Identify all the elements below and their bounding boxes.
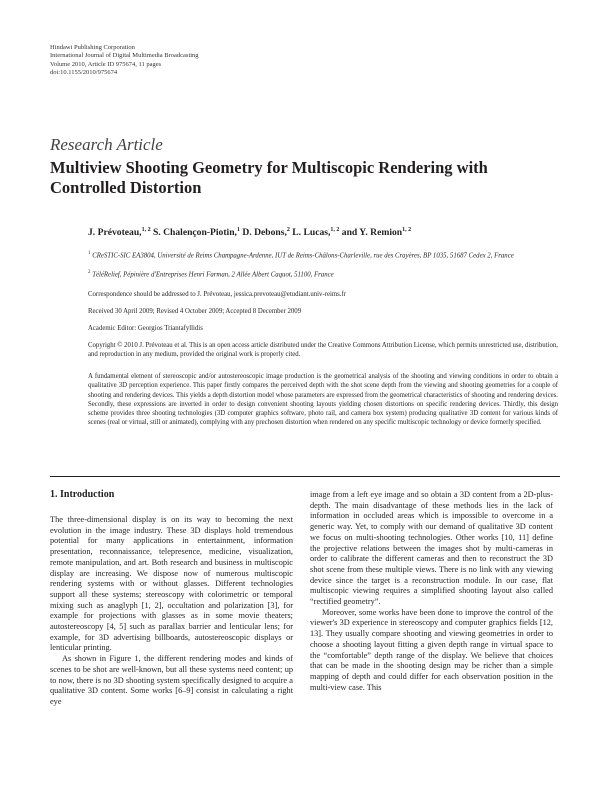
received-dates: Received 30 April 2009; Revised 4 October 2009; Accepted 8 December 2009: [88, 308, 302, 315]
journal-header: [50, 44, 199, 78]
paragraph: image from a left eye image and so obtain a 3D content from a 2D-plus-depth. The main disadvantage of these methods lies in the lack of information in occluded areas which is impossible to overcome in a generic way. Yet, to comply with our demand of qualitative 3D content we focus on multi-shooting technologies. Other works [10, 11] define the projective relations between the images shot by multi-cameras in order to calibrate the different cameras and then to reconstruct the 3D shot scene from these multiple views. There is no link with any viewing device since the target is a reconstruction module. In our case, flat multiscopic viewing requires a simplified shooting layout also called “rectified geometry”.: [310, 490, 553, 607]
academic-editor: Academic Editor: Georgios Triantafyllidis: [88, 325, 203, 332]
author-list: [88, 227, 411, 238]
author-affil-mark: 2: [286, 227, 290, 233]
right-column: [310, 490, 553, 693]
author: J. Prévoteau,: [88, 227, 142, 239]
correspondence: Correspondence should be addressed to J. Prévoteau, jessica.prevoteau@etudiant.univ-reims.fr: [88, 291, 347, 298]
paper-title: Multiview Shooting Geometry for Multiscopic Rendering with Controlled Distortion: [50, 158, 488, 197]
author: D. Debons,: [242, 227, 287, 239]
affiliation-text: CReSTIC-SIC EA3804, Université de Reims Champagne-Ardenne, IUT de Reims-Châlons-Charleville, rue des Crayères, BP 1035, 51687 Cedex 2, France: [90, 252, 514, 260]
journal-name: International Journal of Digital Multimedia Broadcasting: [50, 52, 199, 60]
section-heading: 1. Introduction: [50, 489, 115, 500]
author-affil-mark: 1, 2: [141, 227, 151, 233]
paragraph: As shown in Figure 1, the different rendering modes and kinds of scenes to be shot are well-known, but all these systems need content; up to now, there is no 3D shooting system specifically designed to acquire a qualitative 3D content. Some works [6–9] consist in calculating a right eye: [50, 654, 293, 706]
section-divider: [50, 476, 560, 477]
affiliation-2: [88, 268, 558, 279]
publisher: Hindawi Publishing Corporation: [50, 44, 135, 51]
author-affil-mark: 1, 2: [330, 227, 340, 233]
author-affil-mark: 1, 2: [402, 227, 412, 233]
author: and Y. Remion: [341, 227, 403, 239]
copyright-notice: Copyright © 2010 J. Prévoteau et al. This is an open access article distributed under the Creative Commons Attribution License, which permits unrestricted use, distribution, and reproduction in any medium, provided the original work is properly cited.: [88, 342, 558, 359]
affiliation-text: TéléRelief, Pépinière d'Entreprises Henri Farman, 2 Allée Albert Caquot, 51100, France: [90, 271, 334, 279]
affiliation-1: [88, 249, 558, 260]
paragraph: Moreover, some works have been done to improve the control of the viewer's 3D experience in stereoscopy and computer graphics fields [12, 13]. They usually compare shooting and viewing geometries in order to choose a shooting layout fitting a given depth range in virtual space to the “comfortable” depth range of the display. We believe that choices that can be made in the shooting design may be richer than a simple mapping of depth and could differ for each observation position in the multi-view case. This: [310, 607, 553, 692]
affiliation-mark: 1: [88, 251, 91, 256]
paragraph: The three-dimensional display is on its way to becoming the next evolution in the image industry. These 3D displays hold tremendous potential for many applications in entertainment, information presentation, reconnaissance, telepresence, medicine, visualization, remote manipulation, and art. Both research and business in multiscopic display are increasing. We dispose now of numerous multiscopic rendering systems with or without glasses. Different technologies support all these systems; stereoscopy with colorimetric or temporal mixing such as anaglyph [1, 2], occultation and polarization [3], for example for projections with glasses as in some movie theaters; autostereoscopy [4, 5] such as parallax barrier and lenticular lens; for example, for 3D advertising billboards, autostereoscopic displays or lenticular printing.: [50, 515, 293, 653]
affiliation-mark: 2: [88, 270, 91, 275]
volume-info: Volume 2010, Article ID 975674, 11 pages: [50, 60, 162, 68]
author: S. Chalençon-Piotin,: [152, 227, 237, 239]
article-type: Research Article: [50, 135, 163, 154]
doi: doi:10.1155/2010/975674: [50, 69, 118, 77]
author: L. Lucas,: [292, 227, 331, 239]
left-column: [50, 515, 293, 708]
abstract: A fundamental element of stereoscopic and/or autostereoscopic image production is the geometrical analysis of the shooting and viewing conditions in order to obtain a qualitative 3D perception experience. This paper firstly compares the perceived depth with the shot scene depth from the viewing and shooting geometries for a couple of shooting and rendering devices. This yields a depth distortion model whose parameters are expressed from the geometrical characteristics of shooting and rendering devices. Secondly, these expressions are inverted in order to design convenient shooting layouts yielding chosen distortions on specific rendering devices. Thirdly, this design scheme provides three shooting technologies (3D computer graphics software, photo rail, and camera box system) producing qualitative 3D content for various kinds of scenes (real or virtual, still or animated), complying with any prechosen distortion when rendered on any specific multiscopic technology or device formerly specified.: [88, 373, 558, 427]
author-affil-mark: 1: [236, 227, 240, 233]
